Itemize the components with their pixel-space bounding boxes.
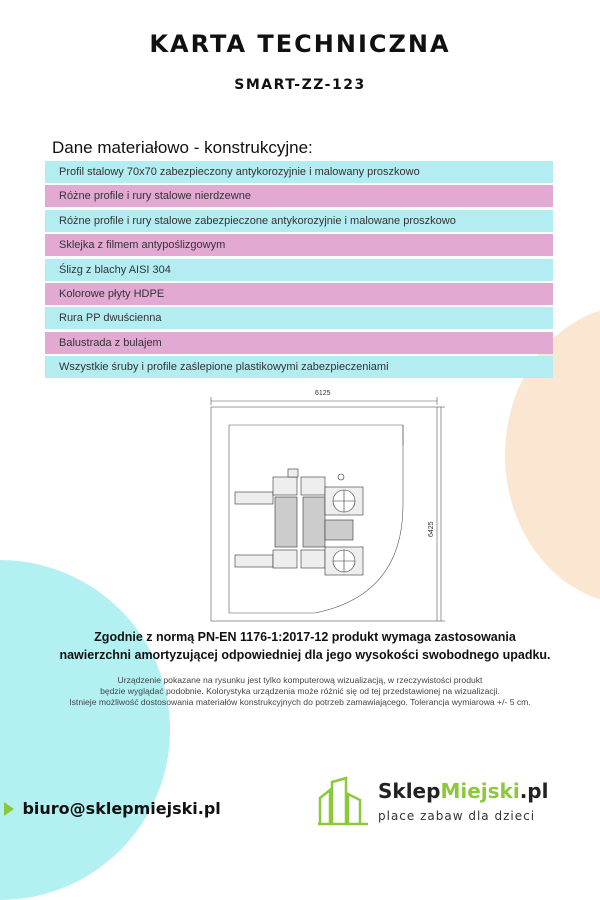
technical-drawing (205, 385, 445, 625)
disclaimer-line: Urządzenie pokazane na rysunku jest tylko komputerową wizualizacją, w rzeczywistości produkt (117, 675, 483, 685)
materials-heading: Dane materiałowo - konstrukcyjne: (52, 138, 313, 157)
material-item: Sklejka z filmem antypoślizgowym (45, 234, 553, 256)
brand-tagline: place zabaw dla dzieci (378, 809, 536, 823)
material-item: Profil stalowy 70x70 zabezpieczony antykorozyjnie i malowany proszkowo (45, 161, 553, 183)
email-contact[interactable] (4, 799, 221, 823)
material-item: Rura PP dwuścienna (45, 307, 553, 329)
material-item: Wszystkie śruby i profile zaślepione plastikowymi zabezpieczeniami (45, 356, 553, 378)
drawing-width-label: 6125 (315, 390, 331, 397)
notice-line: nawierzchni amortyzującej odpowiedniej dla jego wysokości swobodnego upadku. (59, 648, 551, 662)
disclaimer-line: Istnieje możliwość dostosowania materiałów konstrukcyjnych do potrzeb zamawiającego. Tolerancja wymiarowa +/- 5 cm. (69, 697, 531, 707)
material-item: Balustrada z bulajem (45, 332, 553, 354)
brand-name (378, 779, 548, 803)
material-item: Różne profile i rury stalowe zabezpieczone antykorozyjnie i malowane proszkowo (45, 210, 553, 232)
product-code: SMART-ZZ-123 (234, 77, 366, 93)
brand-logo-block (316, 776, 596, 836)
email-link[interactable]: biuro@sklepmiejski.pl (22, 799, 221, 818)
material-item: Kolorowe płyty HDPE (45, 283, 553, 305)
page-title: KARTA TECHNICZNA (149, 30, 451, 58)
drawing-depth-label: 6425 (428, 521, 435, 537)
brand-name-part: .pl (519, 779, 549, 803)
brand-name-part: Sklep (378, 779, 441, 803)
notice-line: Zgodnie z normą PN-EN 1176-1:2017-12 produkt wymaga zastosowania (94, 630, 516, 644)
disclaimer (10, 675, 590, 708)
material-item: Ślizg z blachy AISI 304 (45, 259, 553, 281)
materials-list (45, 161, 553, 381)
city-buildings-icon (316, 776, 372, 828)
disclaimer-line: będzie wyglądać podobnie. Kolorystyka urządzenia może różnić się od tej przedstawionej na wizualizacji. (100, 686, 500, 696)
safety-notice (40, 628, 570, 664)
material-item: Różne profile i rury stalowe nierdzewne (45, 185, 553, 207)
decorative-cyan-circle (0, 560, 170, 900)
arrow-icon (4, 802, 14, 816)
brand-name-accent: Miejski (440, 779, 520, 803)
